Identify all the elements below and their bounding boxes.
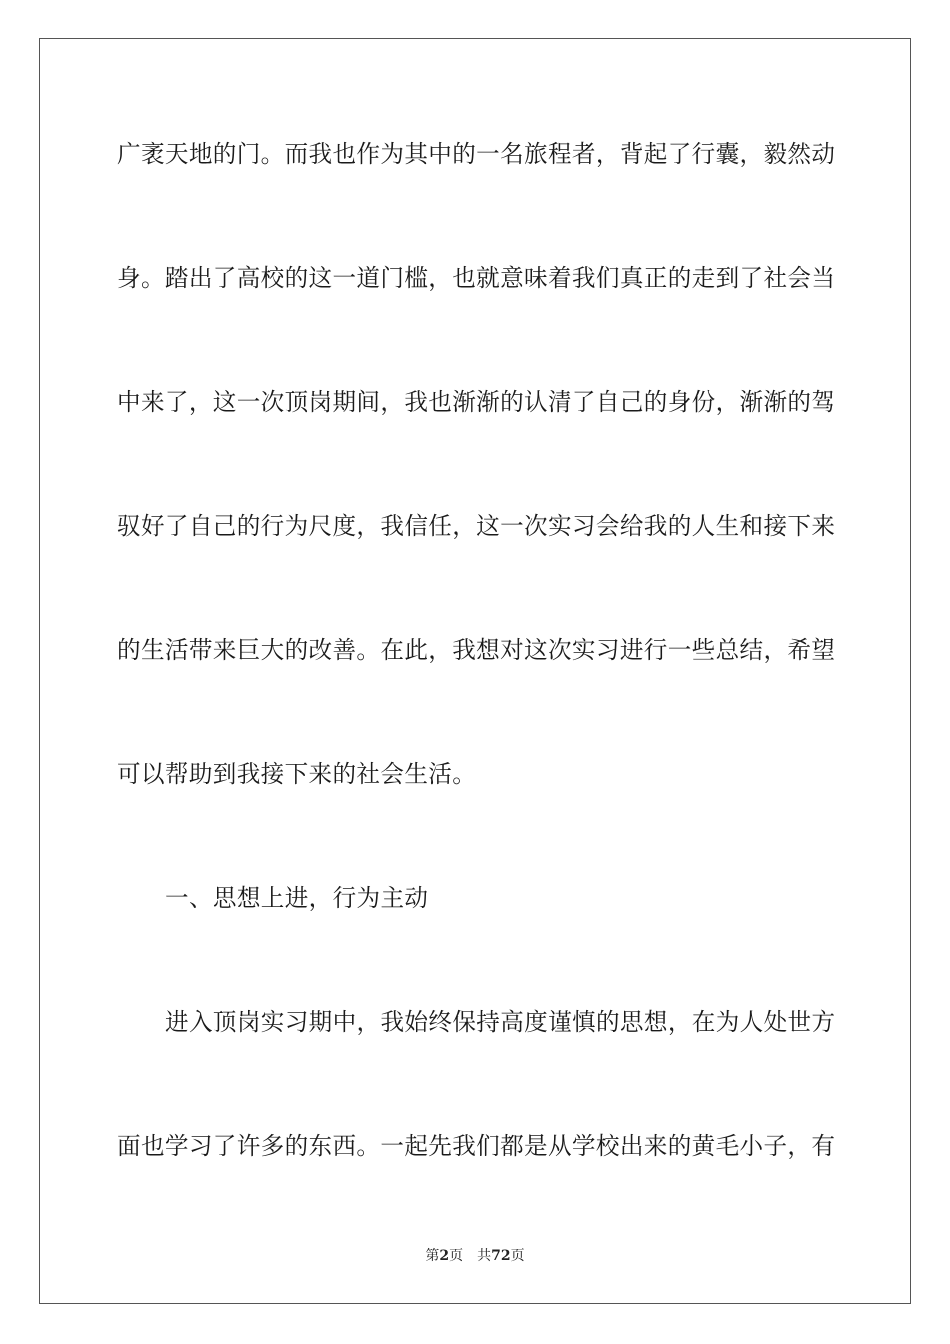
page-suffix: 页	[449, 1248, 464, 1264]
text-line-3: 中来了，这一次顶岗期间，我也渐渐的认清了自己的身份，渐渐的驾	[117, 388, 836, 416]
page-footer	[0, 1247, 950, 1265]
total-pages: 72	[491, 1248, 511, 1264]
text-line-9: 面也学习了许多的东西。一起先我们都是从学校出来的黄毛小子，有	[117, 1132, 836, 1160]
page-prefix: 第	[425, 1248, 440, 1264]
section-heading: 一、思想上进，行为主动	[165, 884, 429, 912]
page-number: 2	[439, 1248, 450, 1264]
total-suffix: 页	[510, 1248, 525, 1264]
page-border	[39, 38, 911, 1304]
text-line-2: 身。踏出了高校的这一道门槛，也就意味着我们真正的走到了社会当	[117, 264, 836, 292]
text-line-6: 可以帮助到我接下来的社会生活。	[117, 760, 477, 788]
text-line-4: 驭好了自己的行为尺度，我信任，这一次实习会给我的人生和接下来	[117, 512, 836, 540]
text-line-8: 进入顶岗实习期中，我始终保持高度谨慎的思想，在为人处世方	[165, 1008, 836, 1036]
text-line-1: 广袤天地的门。而我也作为其中的一名旅程者，背起了行囊，毅然动	[117, 140, 836, 168]
text-line-5: 的生活带来巨大的改善。在此，我想对这次实习进行一些总结，希望	[117, 636, 836, 664]
total-prefix: 共	[477, 1248, 492, 1264]
